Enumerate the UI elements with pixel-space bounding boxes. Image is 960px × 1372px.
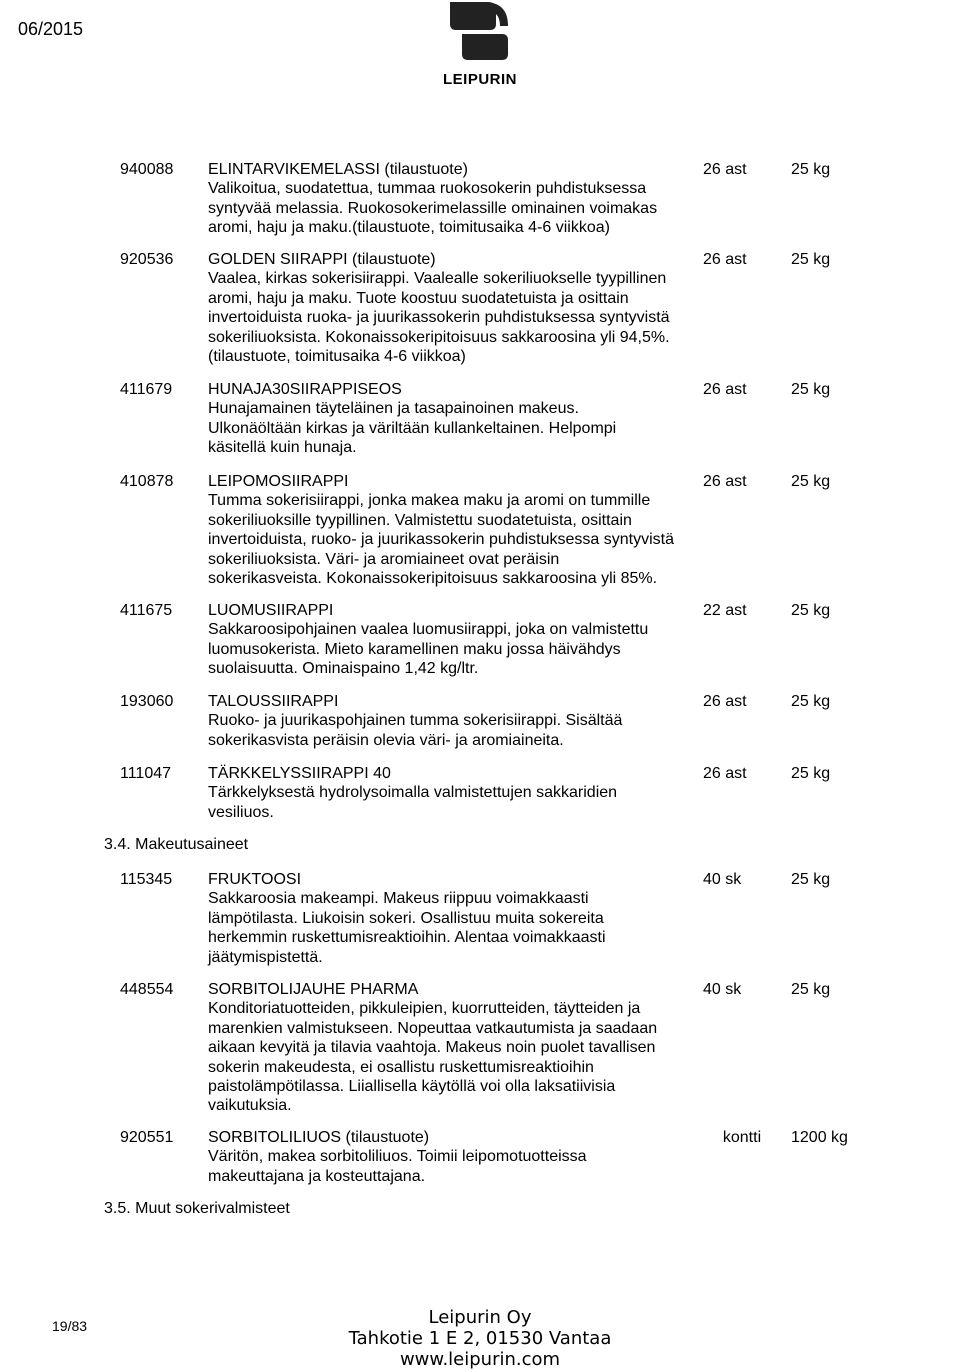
description-line: Valikoitua, suodatettua, tummaa ruokosokerin puhdistuksessa (208, 180, 647, 198)
footer-website: www.leipurin.com (399, 1349, 561, 1370)
product-description (208, 889, 708, 967)
footer-company-block (300, 1307, 660, 1370)
package-type: 40 sk (703, 981, 742, 998)
description-line: Konditoriatuotteiden, pikkuleipien, kuorrutteiden, täytteiden ja (208, 1000, 641, 1018)
package-type: 26 ast (703, 693, 747, 710)
description-line: sokeriliuoksista. Väri- ja aromiaineet ovat peräisin (208, 550, 560, 568)
description-line: Sakkaroosia makeampi. Makeus riippuu voimakkaasti (208, 890, 589, 908)
package-weight: 25 kg (791, 161, 831, 178)
description-line: sokerikasvista peräisin olevia väri- ja aromiaineita. (208, 731, 564, 749)
product-description (208, 620, 708, 678)
description-line: Ruoko- ja juurikaspohjainen tumma sokerisiirappi. Sisältää (208, 712, 623, 730)
product-name: SORBITOLIJAUHE PHARMA (208, 981, 419, 998)
description-line: Ulkonäöltään kirkas ja väriltään kullankeltainen. Helpompi (208, 419, 617, 437)
section-heading-other-sugar-products: 3.5. Muut sokerivalmisteet (104, 1200, 290, 1217)
footer-company-name: Leipurin Oy (428, 1307, 532, 1328)
logo-wordmark: LEIPURIN (442, 71, 517, 88)
description-line: makeuttajana ja kosteuttajana. (208, 1167, 426, 1185)
package-type: 40 sk (703, 871, 742, 888)
document-date: 06/2015 (18, 19, 84, 39)
leipurin-logo-mark (448, 0, 510, 62)
product-code: 920551 (120, 1129, 174, 1146)
package-type: 22 ast (703, 602, 747, 619)
leipurin-logo (440, 0, 520, 92)
section-heading-sweeteners: 3.4. Makeutusaineet (104, 836, 249, 853)
product-name: GOLDEN SIIRAPPI (tilaustuote) (208, 251, 436, 268)
package-type: 26 ast (703, 381, 747, 398)
package-weight: 25 kg (791, 981, 831, 998)
product-name: ELINTARVIKEMELASSI (tilaustuote) (208, 161, 468, 178)
page-number: 19/83 (52, 1318, 88, 1334)
description-line: aromi, haju ja maku. Tuote koostuu suodatetuista ja osittain (208, 289, 629, 307)
package-weight: 25 kg (791, 381, 831, 398)
footer-address: Tahkotie 1 E 2, 01530 Vantaa (348, 1328, 612, 1349)
product-code: 940088 (120, 161, 174, 178)
description-line: vesiliuos. (208, 803, 274, 821)
product-code: 448554 (120, 981, 174, 998)
description-line: paistolämpötilassa. Liiallisella käytöllä voi olla laksatiivisia (208, 1078, 616, 1096)
description-line: käsitellä kuin hunaja. (208, 439, 357, 457)
product-name: HUNAJA30SIIRAPPISEOS (208, 381, 402, 398)
product-code: 193060 (120, 693, 174, 710)
description-line: aikaan kevyitä ja tilavia vaahtoja. Makeus noin puolet tavallisen (208, 1039, 656, 1057)
description-line: aromi, haju ja maku.(tilaustuote, toimitusaika 4-6 viikkoa) (208, 219, 610, 237)
package-weight: 25 kg (791, 251, 831, 268)
description-line: syntyvää melassia. Ruokosokerimelassille ominainen voimakas (208, 199, 658, 217)
description-line: sokeriliuoksille tyypillinen. Valmistettu suodatetuista, osittain (208, 511, 632, 529)
product-description (208, 711, 708, 750)
package-weight: 25 kg (791, 871, 831, 888)
product-description (208, 399, 708, 457)
product-description (208, 783, 708, 822)
package-type: kontti (722, 1129, 762, 1146)
product-name: SORBITOLILIUOS (tilaustuote) (208, 1129, 430, 1146)
product-name: LUOMUSIIRAPPI (208, 602, 334, 619)
product-description (208, 999, 708, 1115)
product-name: TALOUSSIIRAPPI (208, 693, 339, 710)
product-code: 920536 (120, 251, 174, 268)
package-weight: 25 kg (791, 765, 831, 782)
description-line: Vaalea, kirkas sokerisiirappi. Vaalealle sokeriliuokselle tyypillinen (208, 270, 667, 288)
package-type: 26 ast (703, 161, 747, 178)
description-line: Tumma sokerisiirappi, jonka makea maku ja aromi on tummille (208, 492, 651, 510)
description-line: Tärkkelyksestä hydrolysoimalla valmistettujen sakkaridien (208, 784, 618, 802)
product-code: 411679 (120, 381, 173, 398)
product-code: 111047 (120, 765, 172, 782)
description-line: suolaisuutta. Ominaispaino 1,42 kg/ltr. (208, 660, 479, 678)
description-line: marenkien valmistukseen. Nopeuttaa vatkautumista ja saadaan (208, 1019, 658, 1037)
description-line: luomusokerista. Mieto karamellinen maku jossa häivähdys (208, 640, 621, 658)
product-name: LEIPOMOSIIRAPPI (208, 473, 349, 490)
description-line: sokerin makeudesta, ei osallistu ruskettumisreaktioihin (208, 1058, 594, 1076)
description-line: invertoiduista, ruoko- ja juurikassokerin puhdistuksessa syntyvistä (208, 531, 674, 549)
description-line: (tilaustuote, toimitusaika 4-6 viikkoa) (208, 348, 466, 366)
description-line: Sakkaroosipohjainen vaalea luomusiirappi, joka on valmistettu (208, 621, 649, 639)
description-line: sokerikasveista. Kokonaissokeripitoisuus sakkaroosina yli 85%. (208, 570, 658, 588)
package-weight: 1200 kg (791, 1129, 848, 1146)
description-line: jäätymispistettä. (208, 948, 323, 966)
package-weight: 25 kg (791, 693, 831, 710)
package-type: 26 ast (703, 765, 747, 782)
description-line: lämpötilasta. Liukoisin sokeri. Osallistuu muita sokereita (208, 909, 604, 927)
product-code: 115345 (120, 871, 173, 888)
product-description (208, 179, 708, 237)
product-code: 410878 (120, 473, 174, 490)
product-description (208, 269, 708, 366)
product-name: FRUKTOOSI (208, 871, 302, 888)
package-weight: 25 kg (791, 473, 831, 490)
product-description (208, 491, 708, 588)
package-weight: 25 kg (791, 602, 831, 619)
description-line: Väritön, makea sorbitoliliuos. Toimii leipomotuotteissa (208, 1148, 587, 1166)
description-line: sokeriliuoksista. Kokonaissokeripitoisuus sakkaroosina yli 94,5%. (208, 328, 670, 346)
description-line: herkemmin ruskettumisreaktioihin. Alentaa voimakkaasti (208, 929, 606, 947)
product-code: 411675 (120, 602, 173, 619)
package-type: 26 ast (703, 251, 747, 268)
product-name: TÄRKKELYSSIIRAPPI 40 (208, 765, 391, 782)
description-line: vaikutuksia. (208, 1097, 292, 1115)
description-line: invertoiduista ruoka- ja juurikassokerin puhdistuksessa syntyvistä (208, 309, 670, 327)
product-description (208, 1147, 708, 1186)
package-type: 26 ast (703, 473, 747, 490)
description-line: Hunajamainen täyteläinen ja tasapainoinen makeus. (208, 400, 579, 418)
